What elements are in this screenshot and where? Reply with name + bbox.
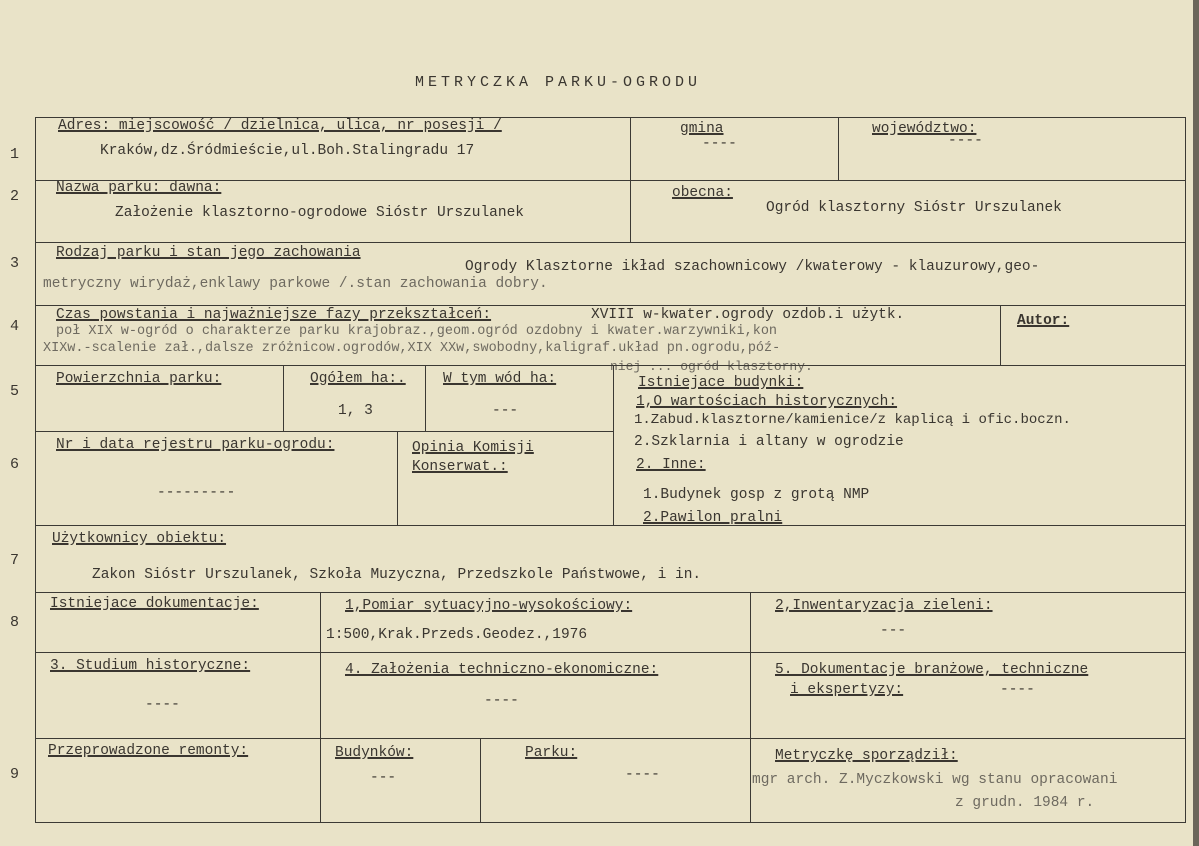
doc-5-label-1: 5. Dokumentacje branżowe, techniczne	[775, 662, 1089, 678]
doc-5-label-2: i ekspertyzy:	[790, 682, 904, 698]
doc-4-value: ----	[484, 693, 519, 709]
row-number: 9	[10, 766, 20, 783]
row-number: 4	[10, 318, 20, 335]
history-line2: poł XIX w-ogród o charakterze parku krajobraz.,geom.ogród ozdobny i kwater.warzywniki,kon	[56, 324, 778, 339]
former-name-value: Założenie klasztorno-ogrodowe Sióstr Urszulanek	[115, 205, 524, 221]
current-name-value: Ogród klasztorny Sióstr Urszulanek	[766, 200, 1062, 216]
users-label: Użytkownicy obiektu:	[52, 531, 227, 547]
opinion-label-1: Opinia Komisji	[412, 440, 534, 456]
repairs-park-label: Parku:	[525, 745, 578, 761]
prepared-by-line2: z grudn. 1984 r.	[955, 795, 1095, 811]
repairs-label: Przeprowadzone remonty:	[48, 743, 249, 759]
buildings-label: Istniejace budynki:	[638, 375, 804, 391]
voivodeship-label: województwo:	[872, 121, 977, 137]
row-number: 3	[10, 255, 20, 272]
row-number: 1	[10, 146, 20, 163]
prepared-by-label: Metryczkę sporządził:	[775, 748, 958, 764]
gmina-label: gmina	[680, 121, 724, 137]
park-type-label: Rodzaj parku i stan jego zachowania	[56, 245, 361, 261]
history-line4: niej ... ogród klasztorny.	[610, 359, 813, 374]
row-number: 8	[10, 614, 20, 631]
other-building-2: 2.Pawilon pralni	[643, 510, 783, 526]
history-label: Czas powstania i najważniejsze fazy przekształceń:	[56, 307, 492, 323]
doc-3-label: 3. Studium historyczne:	[50, 658, 251, 674]
doc-4-label: 4. Założenia techniczno-ekonomiczne:	[345, 662, 659, 678]
row-number: 7	[10, 552, 20, 569]
doc-2-label: 2,Inwentaryzacja zieleni:	[775, 598, 993, 614]
address-label: Adres: miejscowość / dzielnica, ulica, nr posesji /	[58, 118, 502, 134]
doc-5-value: ----	[1000, 682, 1035, 698]
repairs-buildings-label: Budynków:	[335, 745, 414, 761]
history-line1: XVIII w-kwater.ogrody ozdob.i użytk.	[591, 307, 905, 323]
register-label: Nr i data rejestru parku-ogrodu:	[56, 437, 335, 453]
other-building-1: 1.Budynek gosp z grotą NMP	[643, 487, 870, 503]
water-area-label: W tym wód ha:	[443, 371, 557, 387]
row-number: 2	[10, 188, 20, 205]
total-area-value: 1, 3	[338, 403, 373, 419]
doc-1-value: 1:500,Krak.Przeds.Geodez.,1976	[326, 627, 588, 643]
repairs-buildings-value: ---	[370, 770, 397, 786]
former-name-label: Nazwa parku: dawna:	[56, 180, 222, 196]
historic-building-1: 1.Zabud.klasztorne/kamienice/z kaplicą i ofic.boczn.	[634, 412, 1071, 428]
gmina-value: ----	[702, 136, 737, 152]
row-number: 5	[10, 383, 20, 400]
other-buildings-label: 2. Inne:	[636, 457, 706, 473]
scan-edge	[1193, 0, 1199, 846]
current-name-label: obecna:	[672, 185, 733, 201]
doc-2-value: ---	[880, 623, 907, 639]
doc-3-value: ----	[145, 697, 180, 713]
repairs-park-cell	[480, 738, 751, 823]
park-type-line2: metryczny wirydaż,enklawy parkowe /.stan zachowania dobry.	[43, 276, 548, 292]
historic-buildings-label: 1,O wartościach historycznych:	[636, 394, 898, 410]
address-value: Kraków,dz.Śródmieście,ul.Boh.Stalingradu 17	[100, 143, 475, 159]
total-area-label: Ogółem ha:.	[310, 371, 406, 387]
repairs-park-value: ----	[625, 767, 660, 783]
opinion-label-2: Konserwat.:	[412, 459, 508, 475]
voivodeship-value: ----	[948, 133, 983, 149]
docs-label: Istniejace dokumentacje:	[50, 596, 259, 612]
park-type-line1: Ogrody Klasztorne ikład szachownicowy /kwaterowy - klauzurowy,geo-	[465, 259, 1040, 275]
prepared-by-line1: mgr arch. Z.Myczkowski wg stanu opracowani	[752, 772, 1118, 788]
history-line3: XIXw.-scalenie zał.,dalsze zróżnicow.ogrodów,XIX XXw,swobodny,kaligraf.układ pn.ogrodu,póź-	[43, 341, 781, 356]
area-label: Powierzchnia parku:	[56, 371, 222, 387]
users-value: Zakon Sióstr Urszulanek, Szkoła Muzyczna, Przedszkole Państwowe, i in.	[92, 567, 702, 583]
doc-1-label: 1,Pomiar sytuacyjno-wysokościowy:	[345, 598, 633, 614]
history-author-label: Autor:	[1017, 313, 1070, 329]
row-number: 6	[10, 456, 20, 473]
register-value: ---------	[157, 485, 236, 501]
water-area-value: ---	[492, 403, 519, 419]
document-title: METRYCZKA PARKU-OGRODU	[415, 74, 702, 91]
historic-building-2: 2.Szklarnia i altany w ogrodzie	[634, 434, 904, 450]
